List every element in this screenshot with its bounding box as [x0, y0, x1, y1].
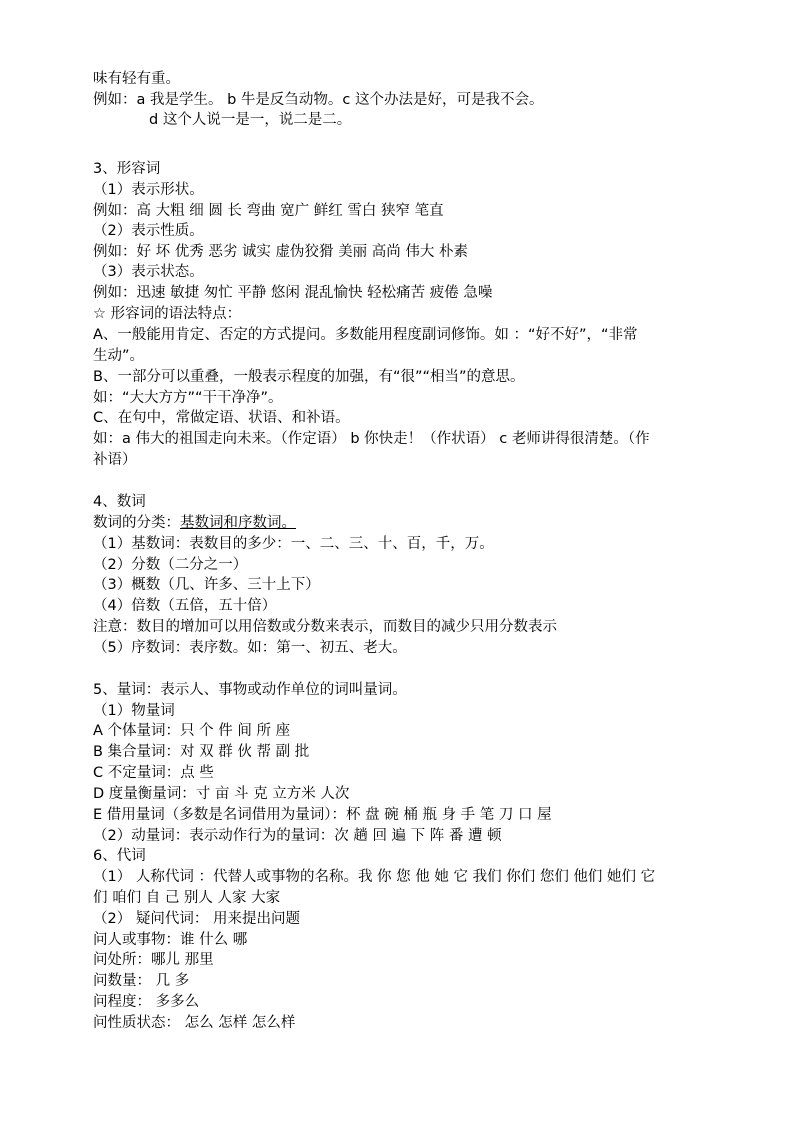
text-line: C 不定量词：点 些	[93, 765, 214, 781]
text-line: 如：a 伟大的祖国走向未来。（作定语） b 你快走！（作状语） c 老师讲得很清楚。（作	[93, 431, 650, 447]
text-line: （1）表示形状。	[93, 182, 204, 198]
text-line: 注意：数目的增加可以用倍数或分数来表示，而数目的减少只用分数表示	[93, 619, 557, 635]
text-line: 例如：迅速 敏捷 匆忙 平静 悠闲 混乱愉快 轻松痛苦 疲倦 急噪	[93, 285, 493, 301]
text-line: D 度量衡量词：寸 亩 斗 克 立方米 人次	[93, 786, 350, 802]
classification-label: 数词的分类：	[93, 515, 180, 531]
text-line: （3）表示状态。	[93, 264, 204, 280]
text-line: d 这个人说一是一，说二是二。	[149, 112, 352, 128]
section-heading-measure-word: 5、量词：表示人、事物或动作单位的词叫量词。	[93, 682, 407, 698]
text-line: 们 咱们 自 己 别人 人家 大家	[93, 890, 281, 906]
text-line: 生动”。	[93, 348, 145, 364]
section-heading-adjective: 3、形容词	[93, 161, 161, 177]
text-line: 问数量： 几 多	[93, 973, 190, 989]
text-line: （1）物量词	[93, 703, 175, 719]
text-line: C、在句中，常做定语、状语、和补语。	[93, 410, 350, 426]
text-line: （2）分数（二分之一）	[93, 557, 248, 573]
text-line: B、一部分可以重叠，一般表示程度的加强，有“很”“相当”的意思。	[93, 369, 525, 385]
text-line: A 个体量词：只 个 件 间 所 座	[93, 723, 291, 739]
text-line: （2） 疑问代词： 用来提出问题	[93, 911, 300, 927]
text-line: （1）基数词：表数目的多少：一、二、三、十、百，千，万。	[93, 536, 494, 552]
text-line: ☆ 形容词的语法特点：	[93, 306, 242, 322]
text-line: 例如：a 我是学生。 b 牛是反刍动物。c 这个办法是好，可是我不会。	[93, 92, 544, 108]
text-line: （1） 人称代词 ：代替人或事物的名称。我 你 您 他 她 它 我们 你们 您们 他们 她们 它	[93, 869, 656, 885]
text-line: （2）表示性质。	[93, 223, 204, 239]
text-line: 味有轻有重。	[93, 71, 180, 87]
text-line: 补语）	[93, 452, 137, 468]
text-line: （3）概数（几、许多、三十上下）	[93, 577, 320, 593]
text-line: 例如：好 坏 优秀 恶劣 诚实 虚伪狡猾 美丽 高尚 伟大 朴素	[93, 244, 468, 260]
text-line	[93, 513, 296, 534]
text-line: A、一般能用肯定、否定的方式提问。多数能用程度副词修饰。如 ：“好不好”，“非常	[93, 327, 638, 343]
section-heading-numeral: 4、数词	[93, 494, 146, 510]
text-line: 问处所：哪儿 那里	[93, 952, 214, 968]
text-line: （4）倍数（五倍，五十倍）	[93, 598, 277, 614]
text-line: E 借用量词（多数是名词借用为量词）：杯 盘 碗 桶 瓶 身 手 笔 刀 口 屋	[93, 807, 552, 823]
text-line: B 集合量词：对 双 群 伙 帮 副 批	[93, 744, 310, 760]
text-line: 问程度： 多多么	[93, 994, 200, 1010]
text-line: 问人或事物：谁 什么 哪	[93, 932, 248, 948]
text-line: 例如：高 大粗 细 圆 长 弯曲 宽广 鲜红 雪白 狭窄 笔直	[93, 203, 444, 219]
text-line: （2）动量词：表示动作行为的量词：次 趟 回 遍 下 阵 番 遭 顿	[93, 828, 502, 844]
text-line: （5）序数词：表序数。如：第一、初五、老大。	[93, 640, 407, 656]
section-heading-pronoun: 6、代词	[93, 848, 146, 864]
text-line: 如：“大大方方”“干干净净”。	[93, 390, 283, 406]
text-line: 问性质状态： 怎么 怎样 怎么样	[93, 1015, 296, 1031]
classification-value: 基数词和序数词。	[180, 515, 296, 531]
